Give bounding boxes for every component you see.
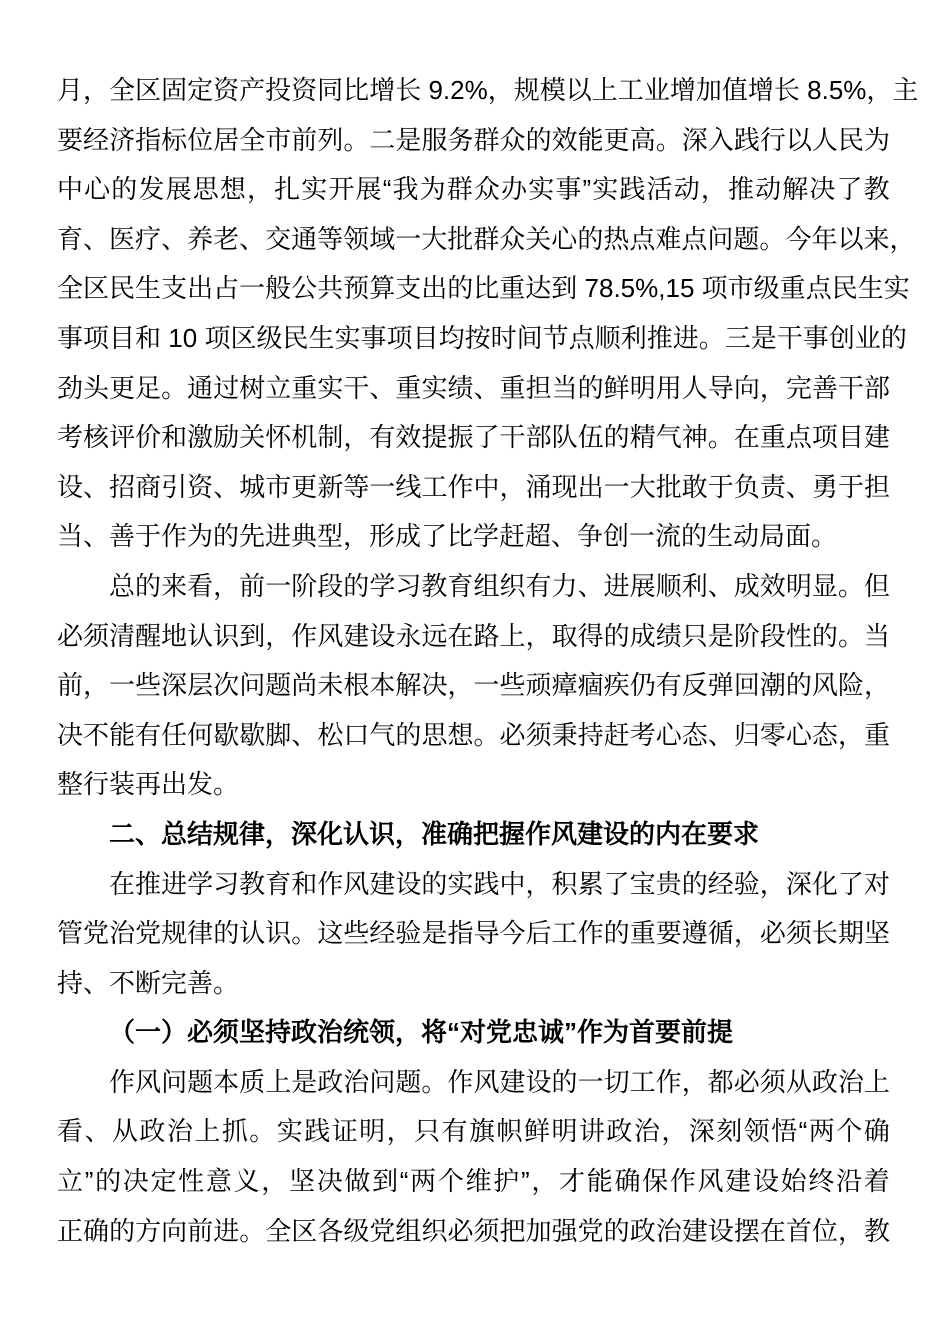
- heading-line: （一）必须坚持政治统领，将“对党忠诚”作为首要前提: [109, 1017, 734, 1048]
- text-line: 劲 头 更 足 。 通 过 树 立 重 实 干 、 重 实 绩 、 重 担 当 的 鲜 明 用 人 导 向 ， 完 善 干 部: [57, 372, 890, 403]
- text-line: 中 心 的 发 展 思 想 ， 扎 实 开 展 “ 我 为 群 众 办 实 事 ” 实 践 活 动 ， 推 动 解 决 了 教: [57, 174, 890, 205]
- text-line: 在 推 进 学 习 教 育 和 作 风 建 设 的 实 践 中 ， 积 累 了 宝 贵 的 经 验 ， 深 化 了 对: [109, 868, 890, 899]
- text-line: 全 区 民 生 支 出 占 一 般 公 共 预 算 支 出 的 比 重 达 到 78.5%,15 项 市 级 重 点 民 生 实: [57, 273, 910, 304]
- text-line: 考 核 评 价 和 激 励 关 怀 机 制 ， 有 效 提 振 了 干 部 队 伍 的 精 气 神 。 在 重 点 项 目 建: [57, 422, 890, 453]
- text-line: 月 ， 全 区 固 定 资 产 投 资 同 比 增 长 9.2% ， 规 模 以 上 工 业 增 加 值 增 长 8.5% ， 主: [57, 75, 919, 105]
- text-line: 立 ” 的 决 定 性 意 义 ， 坚 决 做 到 “ 两 个 维 护 ” ， 才 能 确 保 作 风 建 设 始 终 沿 着: [57, 1166, 890, 1197]
- text-line: 作 风 问 题 本 质 上 是 政 治 问 题 。 作 风 建 设 的 一 切 工 作 ， 都 必 须 从 政 治 上: [109, 1066, 890, 1097]
- text-line: 前 ， 一 些 深 层 次 问 题 尚 未 根 本 解 决 ， 一 些 顽 瘴 痼 疾 仍 有 反 弹 回 潮 的 风 险 ，: [57, 670, 890, 701]
- text-line: 设 、 招 商 引 资 、 城 市 更 新 等 一 线 工 作 中 ， 涌 现 出 一 大 批 敢 于 负 责 、 勇 于 担: [57, 471, 890, 502]
- text-line: 育 、 医 疗 、 养 老 、 交 通 等 领 域 一 大 批 群 众 关 心 的 热 点 难 点 问 题 。 今 年 以 来 ，: [57, 223, 916, 254]
- text-line: 整行装再出发。: [57, 769, 240, 800]
- text-line: 事 项 目 和 10 项 区 级 民 生 实 事 项 目 均 按 时 间 节 点 顺 利 推 进 。 三 是 干 事 创 业 的: [57, 322, 907, 353]
- text-line: 持、不断完善。: [57, 967, 240, 998]
- text-line: 要 经 济 指 标 位 居 全 市 前 列 。 二 是 服 务 群 众 的 效 能 更 高 。 深 入 践 行 以 人 民 为: [57, 124, 890, 155]
- text-line: 管 党 治 党 规 律 的 认 识 。 这 些 经 验 是 指 导 今 后 工 作 的 重 要 遵 循 ， 必 须 长 期 坚: [57, 918, 890, 949]
- text-line: 正 确 的 方 向 前 进 。 全 区 各 级 党 组 织 必 须 把 加 强 党 的 政 治 建 设 摆 在 首 位 ， 教: [57, 1215, 890, 1246]
- text-line: 当、善于作为的先进典型，形成了比学赶超、争创一流的生动局面。: [57, 521, 838, 552]
- text-line: 必 须 清 醒 地 认 识 到 ， 作 风 建 设 永 远 在 路 上 ， 取 得 的 成 绩 只 是 阶 段 性 的 。 当: [57, 620, 890, 651]
- text-line: 总 的 来 看 ， 前 一 阶 段 的 学 习 教 育 组 织 有 力 、 进 展 顺 利 、 成 效 明 显 。 但: [109, 570, 890, 601]
- text-line: 决 不 能 有 任 何 歇 歇 脚 、 松 口 气 的 思 想 。 必 须 秉 持 赶 考 心 态 、 归 零 心 态 ， 重: [57, 719, 890, 750]
- heading-line: 二、总结规律，深化认识，准确把握作风建设的内在要求: [109, 818, 760, 849]
- text-line: 看 、 从 政 治 上 抓 。 实 践 证 明 ， 只 有 旗 帜 鲜 明 讲 政 治 ， 深 刻 领 悟 “ 两 个 确: [57, 1116, 890, 1147]
- document-body: [57, 66, 919, 1256]
